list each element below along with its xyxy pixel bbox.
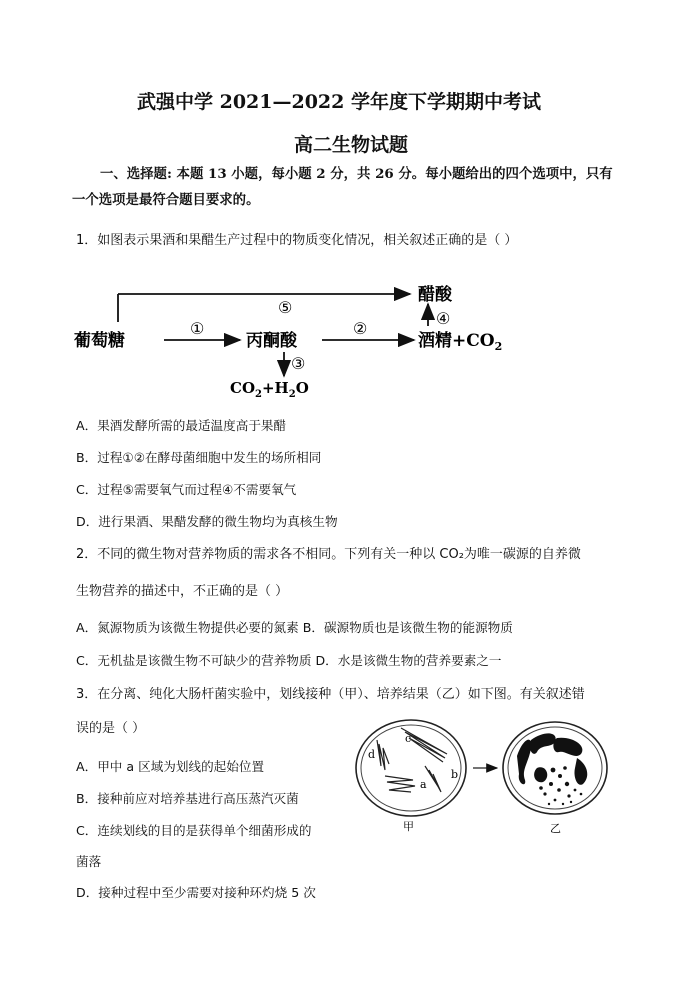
acetic-acid-label: 醋酸: [418, 285, 452, 305]
q2-stem-line2: 生物营养的描述中，不正确的是（ ）: [76, 584, 289, 599]
colony-growth: [517, 733, 587, 805]
section-instruction-line2: 一个选项是最符合题目要求的。: [72, 192, 260, 208]
q2-options-row2: C．无机盐是该微生物不可缺少的营养物质 D．水是该微生物的营养要素之一: [76, 653, 502, 668]
exam-subtitle: 高二生物试题: [294, 134, 409, 156]
ethanol-co2-label: 酒精$+CO_2$: [418, 331, 503, 353]
q3-option-c: C．连续划线的目的是获得单个细菌形成的: [76, 823, 312, 838]
co2-h2o-label: $CO_2+H_2O$: [230, 379, 309, 400]
region-c-label: c: [405, 732, 412, 745]
q1-option-d: D．进行果酒、果醋发酵的微生物均为真核生物: [76, 514, 338, 529]
q3-option-c-cont: 菌落: [76, 854, 102, 869]
q3-stem-line2: 误的是（ ）: [76, 721, 146, 736]
label-3: ③: [291, 354, 306, 373]
q3-option-b: B．接种前应对培养基进行高压蒸汽灭菌: [76, 791, 299, 806]
q2-stem-line1: 2．不同的微生物对营养物质的需求各不相同。下列有关一种以 CO₂为唯一碳源的自养微: [76, 547, 581, 562]
glucose-label: 葡萄糖: [74, 331, 125, 351]
q3-option-a: A．甲中 a 区域为划线的起始位置: [76, 759, 265, 774]
q1-option-c: C．过程⑤需要氧气而过程④不需要氧气: [76, 482, 297, 497]
region-d-label: d: [368, 748, 376, 761]
label-5: ⑤: [278, 298, 293, 317]
label-4: ④: [436, 309, 451, 328]
region-b-label: b: [451, 768, 459, 781]
q1-option-b: B．过程①②在酵母菌细胞中发生的场所相同: [76, 450, 322, 465]
q1-option-a: A．果酒发酵所需的最适温度高于果醋: [76, 418, 287, 433]
q3-option-d: D．接种过程中至少需要对接种环灼烧 5 次: [76, 885, 316, 900]
section-instruction-line1: 一、选择题: 本题 13 小题，每小题 2 分，共 26 分。每小题给出的四个选项中，只有: [100, 166, 613, 182]
exam-title: 武强中学 2021—2022 学年度下学期期中考试: [137, 91, 541, 113]
streak-lines: [377, 728, 447, 792]
caption-jia: 甲: [403, 820, 414, 833]
caption-yi: 乙: [550, 822, 561, 835]
q3-stem-line1: 3．在分离、纯化大肠杆菌实验中，划线接种（甲）、培养结果（乙）如下图。有关叙述错: [76, 687, 585, 702]
q1-metabolism-diagram: [70, 280, 550, 405]
q2-options-row1: A．氮源物质为该微生物提供必要的氮素 B．碳源物质也是该微生物的能源物质: [76, 620, 513, 635]
q3-streak-plate-figure: [355, 718, 615, 836]
region-a-label: a: [420, 778, 427, 791]
pyruvate-label: 丙酮酸: [246, 331, 297, 351]
q1-stem: 1．如图表示果酒和果醋生产过程中的物质变化情况，相关叙述正确的是（ ）: [76, 233, 518, 248]
label-1: ①: [190, 319, 205, 338]
label-2: ②: [353, 319, 368, 338]
